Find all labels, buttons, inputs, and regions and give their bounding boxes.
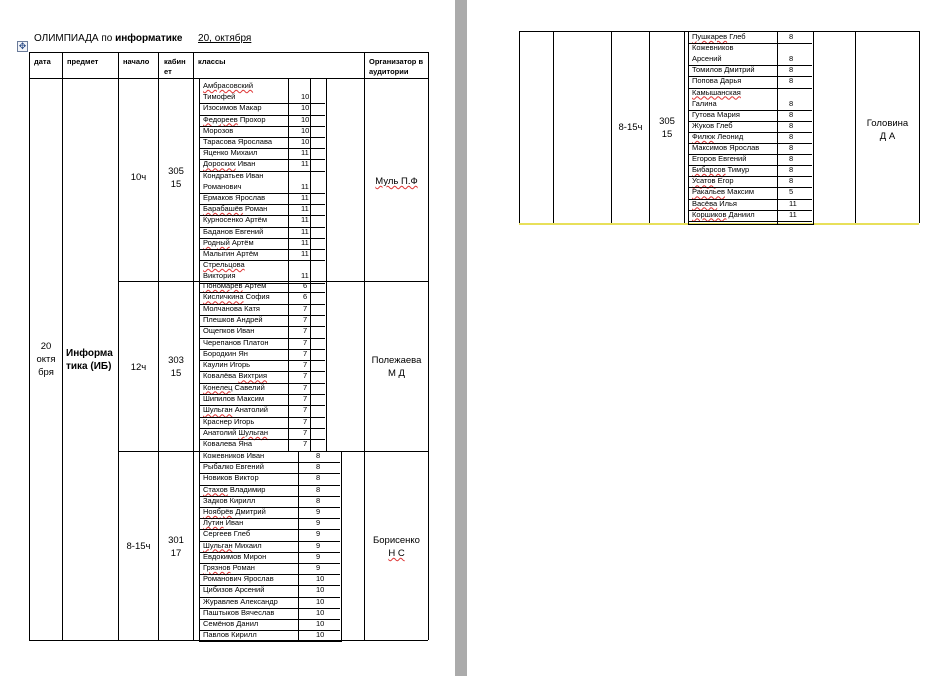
room-block3 xyxy=(159,534,193,560)
student-grade: 8 xyxy=(789,109,794,119)
student-grade: 10 xyxy=(301,103,310,113)
student-grade: 8 xyxy=(316,473,321,483)
organizer-page2 xyxy=(856,117,919,143)
organizer-initials: М Д xyxy=(388,368,405,379)
student-name: Журавлев Александр xyxy=(203,596,278,606)
student-name: Новиков Виктор xyxy=(203,473,259,483)
student-name: Федорeeв Прохор xyxy=(203,114,266,124)
student-grade: 9 xyxy=(316,540,321,550)
room-number: 15 xyxy=(661,129,673,140)
student-grade: 10 xyxy=(316,630,325,640)
student-grade: 7 xyxy=(303,337,308,347)
student-grade: 8 xyxy=(789,98,794,108)
student-grade: 11 xyxy=(301,237,309,247)
student-grade: 7 xyxy=(303,416,308,426)
student-name: Стрельцова xyxy=(203,260,245,270)
room-number: 15 xyxy=(170,179,182,190)
student-name: Родный Артём xyxy=(203,237,254,247)
student-grade: 8 xyxy=(789,65,794,75)
student-name: Коршиков Даниил xyxy=(692,209,755,219)
student-grade: 11 xyxy=(301,193,309,202)
student-grade: 8 xyxy=(789,176,794,186)
document-page-2 xyxy=(467,0,938,676)
student-grade: 9 xyxy=(316,551,321,561)
student-grade: 10 xyxy=(301,137,310,146)
student-name: Цибизов Арсений xyxy=(203,585,265,595)
title-date: 20, октября xyxy=(198,33,252,44)
student-name: Евдокимов Мирон xyxy=(203,551,267,561)
room-number: 15 xyxy=(170,368,182,379)
student-name: Гутова Мария xyxy=(692,109,740,119)
student-name: Изосимов Макар xyxy=(203,103,262,113)
student-grade: 7 xyxy=(303,394,308,403)
student-grade: 8 xyxy=(316,451,321,460)
row-divider xyxy=(199,641,340,642)
move-handle-icon[interactable]: ✥ xyxy=(18,41,27,51)
student-grade: 10 xyxy=(316,585,325,595)
student-grade: 7 xyxy=(303,348,308,358)
student-grade: 7 xyxy=(303,382,308,392)
header-start: начало xyxy=(123,57,150,66)
student-name: Пономарёв Артем xyxy=(203,281,267,290)
title-subject: информатике xyxy=(115,33,183,44)
student-name: Шульган Анатолий xyxy=(203,405,268,415)
student-grade: 11 xyxy=(301,215,309,225)
date-cell xyxy=(30,340,62,379)
date-line: бря xyxy=(38,367,54,378)
date-line: 20 xyxy=(40,341,52,352)
organizer-block3 xyxy=(365,534,428,560)
student-name: Филюк Леонид xyxy=(692,131,744,141)
organizer-block2 xyxy=(365,354,428,380)
student-grade: 8 xyxy=(789,143,794,152)
subject-cell xyxy=(66,347,113,373)
student-grade: 10 xyxy=(316,607,325,617)
student-name: Амбрасовский xyxy=(203,81,254,90)
student-grade: 10 xyxy=(316,596,325,606)
student-name: Лутин Иван xyxy=(203,518,244,528)
student-grade: 11 xyxy=(301,181,309,191)
student-name: Паштыков Вячеслав xyxy=(203,607,275,617)
room-number: 305 xyxy=(168,166,184,177)
student-grade: 8 xyxy=(789,120,794,130)
student-grade: 10 xyxy=(316,574,325,584)
header-organizer: Организатор в аудитории xyxy=(369,57,424,76)
student-grade: 11 xyxy=(301,148,309,158)
student-name: Ковалёва Вихтрия xyxy=(203,371,268,381)
room-number: 17 xyxy=(170,548,182,559)
student-name: Ноябрёв Дмитрий xyxy=(203,507,266,516)
student-name: Усатов Егор xyxy=(692,176,734,186)
student-grade: 8 xyxy=(789,131,794,141)
student-name: Васёва Илья xyxy=(692,198,737,208)
start-time-block1: 10ч xyxy=(130,172,147,183)
student-name: Кисличкина София xyxy=(203,292,270,302)
student-grade: 8 xyxy=(789,165,794,175)
student-grade: 8 xyxy=(789,154,794,164)
student-name: Ковалева Яна xyxy=(203,439,253,449)
student-name: Тарасова Ярослава xyxy=(203,137,273,146)
student-name: Кожевников xyxy=(692,43,734,53)
student-grade: 7 xyxy=(303,371,308,381)
student-grade: 11 xyxy=(301,249,309,258)
student-name: Ощепков Иван xyxy=(203,326,255,336)
room-block1 xyxy=(159,165,193,191)
student-grade: 8 xyxy=(316,462,321,472)
date-line: октя xyxy=(36,354,56,365)
student-name: Каулин Игорь xyxy=(203,360,251,370)
room-number: 305 xyxy=(659,116,675,127)
header-room-line1: кабин xyxy=(164,57,186,66)
student-grade: 11 xyxy=(789,209,797,219)
title-text: ОЛИМПИАДА по xyxy=(34,33,116,44)
organizer-initials: Д А xyxy=(879,131,896,142)
student-grade: 9 xyxy=(316,518,321,528)
student-name: Жуков Глеб xyxy=(692,120,733,130)
student-grade: 7 xyxy=(303,360,308,370)
student-name: Краснер Игорь xyxy=(203,416,255,426)
student-name: Романович Ярослав xyxy=(203,574,274,584)
student-name: Бородкин Ян xyxy=(203,348,248,358)
student-grade: 9 xyxy=(316,529,321,539)
student-grade: 7 xyxy=(303,326,308,336)
organizer-name: Полежаева xyxy=(371,355,422,366)
student-grade: 9 xyxy=(316,563,321,572)
student-grade: 11 xyxy=(301,159,309,169)
student-grade: 5 xyxy=(789,187,794,197)
student-grade: 9 xyxy=(316,507,321,516)
student-grade: 7 xyxy=(303,303,308,313)
student-name: Шульган Михаил xyxy=(203,540,262,550)
student-name: Томилов Дмитрий xyxy=(692,65,755,75)
room-block2 xyxy=(159,354,193,380)
student-grade: 7 xyxy=(303,314,308,324)
student-name: Ракальев Максим xyxy=(692,187,755,197)
document-page-1 xyxy=(0,0,455,676)
student-name: Галина xyxy=(692,98,717,108)
student-name: Попова Дарья xyxy=(692,76,742,86)
header-room-line2: ет xyxy=(164,67,172,76)
start-time-block3: 8-15ч xyxy=(126,541,151,552)
header-date: дата xyxy=(34,57,51,66)
student-name: Арсений xyxy=(692,54,722,64)
student-name: Павлов Кирилл xyxy=(203,630,257,640)
student-name: Малыгин Артём xyxy=(203,249,259,258)
subject-line: Информа xyxy=(66,348,113,359)
student-grade: 8 xyxy=(789,76,794,86)
header-classes: классы xyxy=(198,57,226,66)
student-name: Грязнов Роман xyxy=(203,563,255,572)
room-number: 303 xyxy=(168,355,184,366)
student-grade: 11 xyxy=(301,226,309,236)
student-grade: 11 xyxy=(789,198,797,208)
student-grade: 10 xyxy=(301,125,310,135)
student-name: Егоров Евгений xyxy=(692,154,747,164)
header-room xyxy=(164,57,186,77)
student-name: Виктория xyxy=(203,271,236,281)
organizer-name: Борисенко xyxy=(373,535,420,546)
student-name: Морозов xyxy=(203,125,234,135)
document-title xyxy=(34,33,251,45)
student-name: Курносенко Артём xyxy=(203,215,267,225)
student-name: Ермаков Ярослав xyxy=(203,193,266,202)
student-name: Семёнов Данил xyxy=(203,619,259,628)
start-time-page2: 8-15ч xyxy=(618,122,643,133)
organizer-name: Муль П.Ф xyxy=(375,176,418,187)
student-name: Дороских Иван xyxy=(203,159,256,169)
student-name: Пушкарев Глеб xyxy=(692,32,746,41)
student-name: Конелец Савелий xyxy=(203,382,265,392)
student-name: Шипилов Максим xyxy=(203,394,264,403)
student-name: Барабашёв Роман xyxy=(203,204,268,214)
student-name: Черепанов Платон xyxy=(203,337,269,347)
student-grade: 7 xyxy=(303,427,308,437)
student-name: Бибарсов Тимур xyxy=(692,165,750,175)
student-grade: 6 xyxy=(303,292,308,302)
student-name: Стахов Владимир xyxy=(203,484,266,494)
student-grade: 11 xyxy=(301,204,309,214)
student-grade: 7 xyxy=(303,439,308,449)
student-name: Молчанова Катя xyxy=(203,303,260,313)
student-name: Тимофей xyxy=(203,92,236,102)
student-grade: 6 xyxy=(303,281,308,290)
student-name: Анатолий Шульган xyxy=(203,427,268,437)
student-grade: 8 xyxy=(789,54,794,64)
student-name: Кондратьев Иван xyxy=(203,170,264,180)
room-page2 xyxy=(650,115,684,141)
row-divider xyxy=(688,221,812,222)
student-grade: 8 xyxy=(789,32,794,41)
student-name: Сергеев Глеб xyxy=(203,529,251,539)
subject-line: тика (ИБ) xyxy=(66,361,112,372)
student-grade: 10 xyxy=(301,92,310,102)
student-name: Задков Кирилл xyxy=(203,495,256,505)
student-name: Яценко Михаил xyxy=(203,148,258,158)
organizer-initials: Н С xyxy=(388,548,405,559)
student-name: Романович xyxy=(203,181,242,191)
organizer-name: Головина xyxy=(866,118,909,129)
student-name: Баданов Евгений xyxy=(203,226,264,236)
start-time-block2: 12ч xyxy=(130,362,147,373)
organizer-block1 xyxy=(365,175,428,188)
student-name: Камышанская xyxy=(692,87,741,97)
student-grade: 8 xyxy=(316,495,321,505)
student-grade: 11 xyxy=(301,271,309,281)
student-grade: 10 xyxy=(316,619,325,628)
room-number: 301 xyxy=(168,535,184,546)
student-name: Плешков Андрей xyxy=(203,314,263,324)
student-grade: 10 xyxy=(301,114,310,124)
student-grade: 7 xyxy=(303,405,308,415)
student-grade: 8 xyxy=(316,484,321,494)
header-subject: предмет xyxy=(67,57,99,66)
student-name: Рыбалко Евгений xyxy=(203,462,264,472)
student-name: Кожевников Иван xyxy=(203,451,265,460)
student-name: Максимов Ярослав xyxy=(692,143,760,152)
